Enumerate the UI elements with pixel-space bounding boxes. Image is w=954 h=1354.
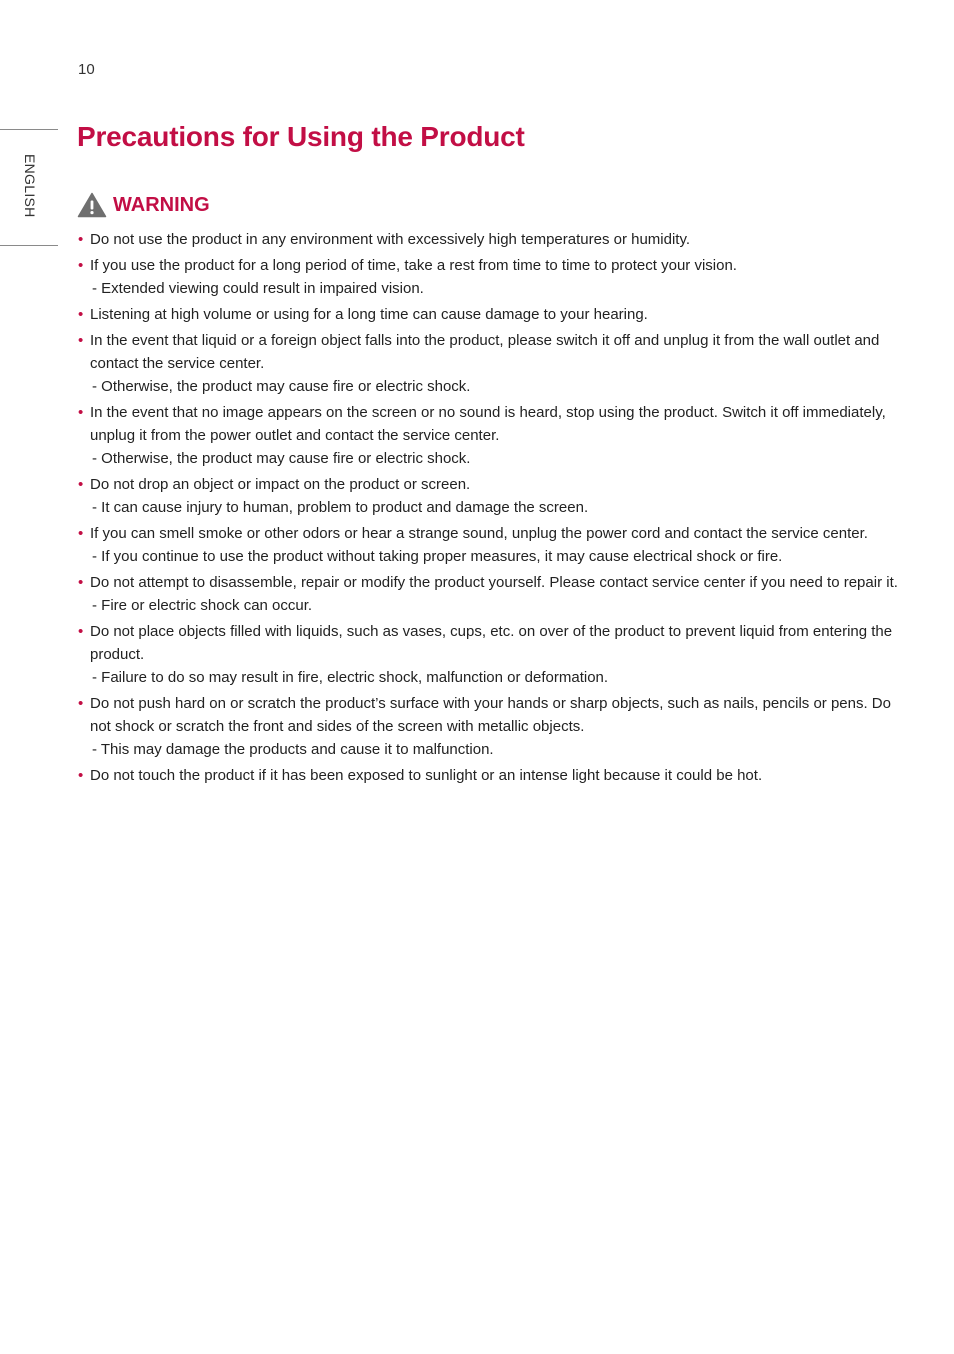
item-text: In the event that no image appears on the screen or no sound is heard, stop using the product. Switch it off immediately, unplug it from the power outlet and contact the service center. (90, 404, 886, 444)
page-number: 10 (78, 61, 95, 78)
item-subnote: - Otherwise, the product may cause fire or electric shock. (92, 450, 471, 467)
bullet-icon: • (78, 332, 84, 349)
bullet-icon: • (78, 476, 84, 493)
item-subnote: - Otherwise, the product may cause fire or electric shock. (92, 378, 471, 395)
warning-label: WARNING (113, 194, 210, 216)
language-tab-label: ENGLISH (22, 154, 38, 218)
item-subnote: - Extended viewing could result in impaired vision. (92, 280, 424, 297)
list-item (78, 228, 908, 251)
item-subnote: - If you continue to use the product without taking proper measures, it may cause electrical shock or fire. (92, 548, 783, 565)
list-item (78, 692, 908, 761)
list-item (78, 764, 908, 787)
list-item (78, 620, 908, 689)
list-item (78, 303, 908, 326)
page-title: Precautions for Using the Product (77, 121, 525, 152)
list-item (78, 329, 908, 398)
item-text: Do not drop an object or impact on the product or screen. (90, 476, 471, 493)
bullet-icon: • (78, 767, 84, 784)
item-text: Do not attempt to disassemble, repair or modify the product yourself. Please contact service center if you need to repair it. (90, 574, 898, 591)
item-text: If you can smell smoke or other odors or hear a strange sound, unplug the power cord and contact the service center. (90, 525, 868, 542)
bullet-icon: • (78, 404, 84, 421)
item-text: Do not place objects filled with liquids, such as vases, cups, etc. on over of the product to prevent liquid from entering the product. (90, 623, 893, 663)
warning-triangle-icon (77, 192, 107, 218)
bullet-icon: • (78, 257, 84, 274)
item-text: Do not push hard on or scratch the product’s surface with your hands or sharp objects, such as nails, pencils or pens. Do not shock or scratch the front and sides of the screen with metallic objects. (90, 695, 891, 735)
item-text: Do not touch the product if it has been exposed to sunlight or an intense light because it could be hot. (90, 767, 763, 784)
item-text: Do not use the product in any environment with excessively high temperatures or humidity. (90, 231, 691, 248)
item-text: Listening at high volume or using for a long time can cause damage to your hearing. (90, 306, 648, 323)
language-side-tab (0, 129, 58, 246)
bullet-icon: • (78, 574, 84, 591)
bullet-icon: • (78, 231, 84, 248)
bullet-icon: • (78, 306, 84, 323)
list-item (78, 473, 908, 519)
item-subnote: - It can cause injury to human, problem to product and damage the screen. (92, 499, 589, 516)
item-subnote: - Failure to do so may result in fire, electric shock, malfunction or deformation. (92, 669, 609, 686)
bullet-icon: • (78, 525, 84, 542)
list-item (78, 522, 908, 568)
warning-heading (77, 192, 210, 218)
item-subnote: - Fire or electric shock can occur. (92, 597, 313, 614)
bullet-icon: • (78, 623, 84, 640)
item-text: If you use the product for a long period of time, take a rest from time to time to protect your vision. (90, 257, 737, 274)
item-text: In the event that liquid or a foreign object falls into the product, please switch it off and unplug it from the wall outlet and contact the service center. (90, 332, 880, 372)
list-item (78, 401, 908, 470)
item-subnote: - This may damage the products and cause it to malfunction. (92, 741, 494, 758)
list-item (78, 571, 908, 617)
list-item (78, 254, 908, 300)
warning-list (78, 228, 908, 790)
bullet-icon: • (78, 695, 84, 712)
